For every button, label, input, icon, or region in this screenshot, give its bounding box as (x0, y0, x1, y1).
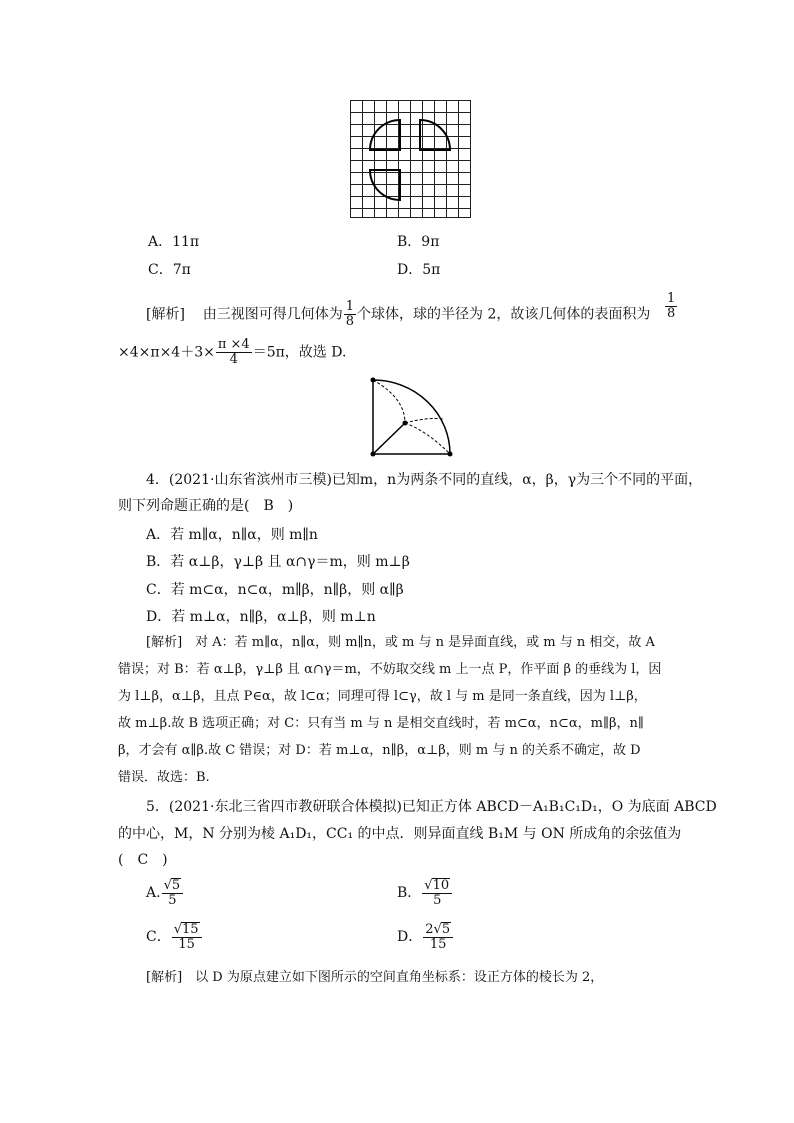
q3-solution-fraction-eighth: $\frac{1}{8}$ (667, 291, 676, 321)
q4-solution-line6: 错误．故选：B. (118, 770, 210, 785)
q5-stem-line1: 5．(2021·东北三省四市教研联合体模拟)已知正方体 ABCD－A₁B₁C₁D₁，O 为底面 ABCD (146, 799, 717, 815)
solution-text: 由三视图可得几何体为 (202, 306, 343, 323)
quarter-sphere-figure (365, 373, 457, 459)
q4-solution-line4: 故 m⊥β.故 B 选项正确；对 C：只有当 m 与 n 是相交直线时，若 m⊂α，n⊂α，m∥β，n∥ (118, 716, 644, 731)
q4-option-d: D．若 m⊥α，n∥β，α⊥β，则 m⊥n (146, 609, 376, 625)
q4-solution-line2: 错误；对 B：若 α⊥β，γ⊥β 且 α∩γ＝m，不妨取交线 m 上一点 P，作平面 β 的垂线为 l，因 (118, 662, 662, 677)
q4-stem-line1: 4．(2021·山东省滨州市三模)已知m，n为两条不同的直线，α，β，γ为三个不同的平面， (146, 472, 703, 488)
q4-option-c: C．若 m⊂α，n⊂α，m∥β，n∥β，则 α∥β (146, 582, 404, 598)
solution-text: ＝5π，故选 D. (252, 344, 347, 361)
q5-stem-line3: ( C ) (118, 852, 168, 868)
fraction: $\frac{\pi \times 4}{4}$ (217, 337, 250, 367)
q5-option-b: B． $\frac{√10}{5}$ (397, 878, 453, 908)
q4-option-a: A．若 m∥α，n∥α，则 m∥n (146, 527, 318, 543)
q3-solution-line2 (118, 338, 346, 367)
q3-option-b: B．9π (397, 234, 440, 250)
q5-solution-line1: [解析] 以 D 为原点建立如下图所示的空间直角坐标系：设正方体的棱长为 2， (146, 970, 604, 985)
q4-solution-line3: 为 l⊥β，α⊥β，且点 P∈α，故 l⊂α；同理可得 l⊂γ，故 l 与 m 是同一条直线，因为 l⊥β， (118, 689, 647, 704)
q3-option-a: A．11π (148, 234, 200, 250)
q3-option-d: D．5π (397, 262, 441, 278)
q3-solution-line1 (146, 300, 650, 329)
q4-stem-line2: 则下列命题正确的是( B ) (118, 498, 294, 514)
three-view-grid-figure (350, 100, 472, 220)
fraction: $\frac{1}{8}$ (345, 299, 355, 329)
q5-option-c: C． $\frac{√15}{15}$ (146, 922, 203, 952)
q4-solution-line1: [解析] 对 A：若 m∥α，n∥α，则 m∥n，或 m 与 n 是异面直线，或 m 与 n 相交，故 A (146, 635, 655, 650)
q5-option-d: D． $\frac{2√5}{15}$ (397, 922, 454, 952)
q4-solution-line5: β，才会有 α∥β.故 C 错误；对 D：若 m⊥α，n∥β，α⊥β，则 m 与 n 的关系不确定，故 D (118, 743, 641, 758)
solution-text: 个球体，球的半径为 2，故该几何体的表面积为 (357, 306, 651, 323)
q5-option-a: A. $\frac{√5}{5}$ (146, 878, 184, 908)
q4-option-b: B．若 α⊥β，γ⊥β 且 α∩γ＝m，则 m⊥β (146, 554, 410, 570)
solution-text: ×4×π×4＋3× (118, 344, 215, 361)
q3-option-c: C．7π (148, 262, 191, 278)
q5-stem-line2: 的中心，M，N 分别为棱 A₁D₁，CC₁ 的中点．则异面直线 B₁M 与 ON 所成角的余弦值为 (118, 826, 682, 842)
solution-label: [解析] (146, 306, 185, 323)
